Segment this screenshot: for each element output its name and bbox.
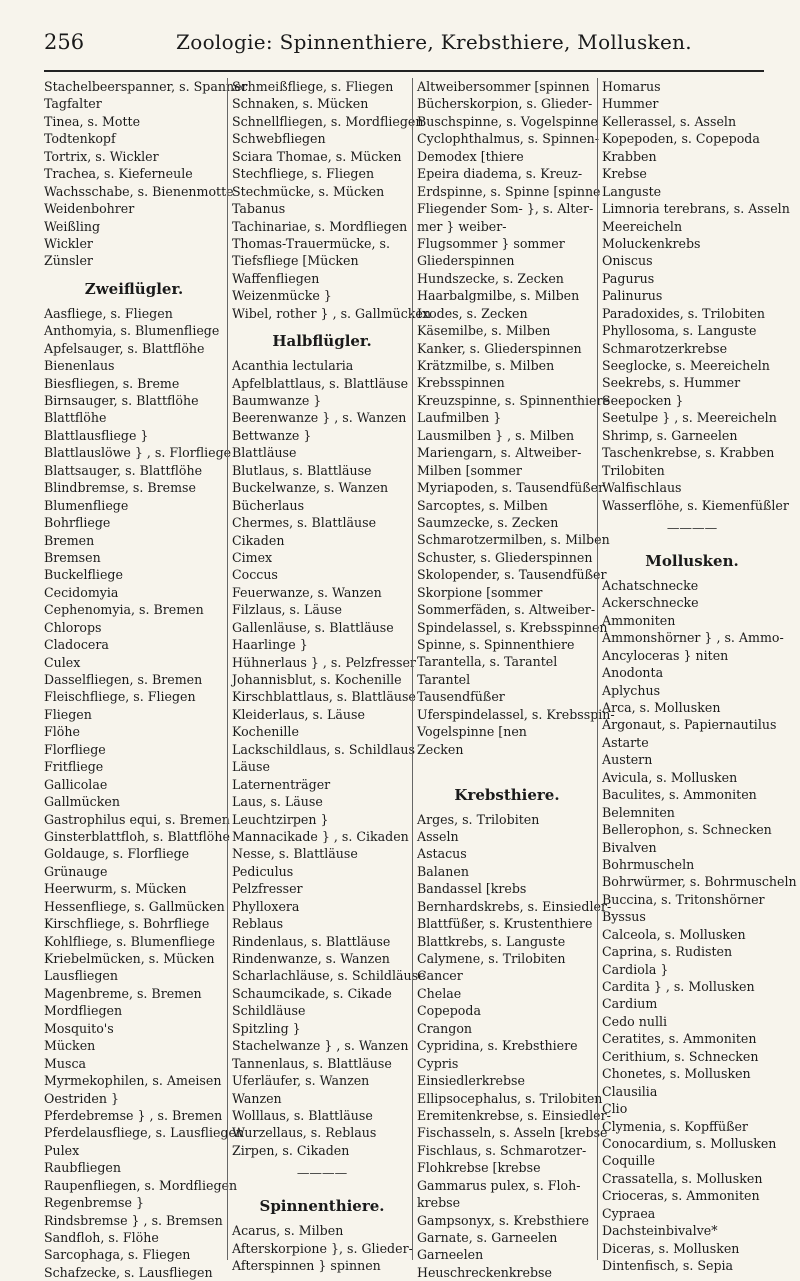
index-entry: Laternenträger	[232, 776, 331, 792]
index-entry: Einsiedlerkrebse	[417, 1073, 525, 1089]
index-entry: Saumzecke, s. Zecken	[417, 514, 559, 530]
index-entry: Cephenomyia, s. Bremen	[44, 602, 204, 618]
index-entry: Diceras, s. Mollusken	[602, 1240, 740, 1256]
index-entry: Cardiola }	[602, 961, 669, 977]
index-entry: Beerenwanze } , s. Wanzen	[232, 410, 407, 426]
index-entry: Johannisblut, s. Kochenille	[232, 672, 402, 687]
index-entry: Bienenlaus	[44, 358, 115, 374]
index-entry: Pferdelausfliege, s. Lausfliegen	[44, 1125, 245, 1141]
index-entry: Clymenia, s. Kopffüßer	[602, 1118, 748, 1134]
index-entry: Copepoda	[417, 1003, 481, 1019]
index-entry: Tabanus	[232, 201, 286, 217]
index-entry: Byssus	[602, 909, 646, 925]
page-header	[44, 30, 764, 60]
index-entry: Demodex [thiere	[417, 148, 524, 164]
index-entry: Buckelwanze, s. Wanzen	[232, 480, 389, 496]
index-entry: Wachsschabe, s. Bienenmotte	[44, 183, 234, 199]
index-entry: Bandassel [krebs	[417, 881, 527, 897]
index-entry: Apfelsauger, s. Blattflöhe	[44, 340, 205, 356]
index-entry: Aplychus	[602, 682, 661, 698]
index-entry: Acarus, s. Milben	[232, 1223, 344, 1239]
index-entry: Walfischlaus	[602, 480, 682, 496]
index-entry: Schaumcikade, s. Cikade	[232, 985, 392, 1001]
index-entry: Bohrfliege	[44, 515, 111, 531]
index-entry: Ceratites, s. Ammoniten	[602, 1031, 757, 1047]
page-number: 256	[44, 30, 85, 54]
index-entry: Magenbreme, s. Bremen	[44, 985, 202, 1001]
index-entry: Trachea, s. Kieferneule	[44, 166, 193, 182]
index-entry: Bücherskorpion, s. Glieder-	[417, 96, 593, 112]
index-entry: Blattläuse	[232, 445, 297, 461]
index-entry: Rindsbremse } , s. Bremsen	[44, 1212, 223, 1228]
index-entry: Seepocken }	[602, 392, 684, 408]
index-entry: Sciara Thomae, s. Mücken	[232, 148, 402, 164]
index-entry: Schwebfliegen	[232, 131, 326, 147]
index-entry: Gliederspinnen	[417, 253, 515, 269]
index-entry: Crassatella, s. Mollusken	[602, 1170, 763, 1186]
index-entry: Austern	[602, 752, 653, 768]
index-entry: Palinurus	[602, 288, 663, 304]
index-entry: Stachelwanze } , s. Wanzen	[232, 1038, 409, 1054]
index-entry: krebse	[417, 1195, 461, 1211]
index-entry: Clio	[602, 1101, 628, 1117]
index-entry: Zünsler	[44, 253, 93, 269]
index-entry: Afterskorpione }, s. Glieder-	[232, 1240, 413, 1256]
index-entry: Crioceras, s. Ammoniten	[602, 1188, 760, 1204]
index-entry: Nesse, s. Blattläuse	[232, 846, 358, 862]
index-entry: mer } weiber-	[417, 218, 507, 234]
index-entry: Mannacikade } , s. Cikaden	[232, 828, 409, 844]
index-entry: Chelae	[417, 985, 462, 1001]
index-entry: Tausendfüßer	[417, 689, 505, 705]
index-entry: Weißling	[44, 218, 101, 234]
index-entry: Laufmilben }	[417, 410, 502, 426]
index-entry: Cardita } , s. Mollusken	[602, 979, 755, 994]
index-entry: Calceola, s. Mollusken	[602, 926, 746, 942]
index-entry: Gampsonyx, s. Krebsthiere	[417, 1212, 589, 1228]
index-entry: Myriapoden, s. Tausendfüßer	[417, 480, 605, 496]
index-entry: Spinne, s. Spinnenthiere	[417, 637, 575, 652]
index-entry: Achatschnecke	[602, 577, 699, 593]
index-entry: Ackerschnecke	[602, 595, 699, 611]
index-entry: Raubfliegen	[44, 1160, 121, 1176]
index-column-2	[227, 78, 431, 1274]
index-entry: Cypraea	[602, 1205, 656, 1221]
index-entry: Schnellfliegen, s. Mordfliegen	[232, 113, 424, 129]
index-entry: Sommerfäden, s. Altweiber-	[417, 602, 596, 618]
index-entry: Hundszecke, s. Zecken	[417, 270, 564, 286]
index-entry: Milben [sommer	[417, 462, 522, 478]
index-entry: Clausilia	[602, 1083, 658, 1099]
index-entry: Wurzellaus, s. Reblaus	[232, 1125, 377, 1141]
index-entry: Kirschfliege, s. Bohrfliege	[44, 916, 210, 932]
index-entry: Biesfliegen, s. Breme	[44, 375, 180, 391]
section-heading: Mollusken.	[645, 551, 739, 570]
index-entry: Kirschblattlaus, s. Blattläuse	[232, 689, 416, 705]
index-entry: Eremitenkrebse, s. Einsiedler-	[417, 1107, 611, 1123]
index-entry: Anthomyia, s. Blumenfliege	[44, 323, 220, 339]
index-entry: Raupenfliegen, s. Mordfliegen	[44, 1177, 238, 1193]
section-divider: ————	[296, 1165, 348, 1181]
index-entry: Acanthia lectularia	[232, 358, 354, 374]
index-entry: Cedo nulli	[602, 1013, 668, 1029]
index-entry: Cecidomyia	[44, 584, 119, 600]
index-entry: Regenbremse }	[44, 1195, 144, 1211]
index-entry: Pelzfresser	[232, 881, 303, 897]
index-entry: Haarlinge }	[232, 637, 308, 653]
index-entry: Laus, s. Läuse	[232, 794, 323, 810]
section-heading: Krebsthiere.	[454, 785, 560, 804]
index-entry: Chonetes, s. Mollusken	[602, 1066, 751, 1082]
index-entry: Bettwanze }	[232, 427, 312, 443]
index-entry: Bremsen	[44, 549, 101, 565]
index-column-1	[44, 78, 248, 1280]
index-entry: Buccina, s. Tritonshörner	[602, 891, 765, 907]
index-entry: Blindbremse, s. Bremse	[44, 480, 196, 496]
index-entry: Kreuzspinne, s. Spinnenthiere	[417, 392, 610, 408]
index-entry: Käsemilbe, s. Milben	[417, 323, 551, 339]
index-entry: Ellipsocephalus, s. Trilobiten	[417, 1090, 603, 1106]
index-entry: Sandfloh, s. Flöhe	[44, 1230, 159, 1245]
index-entry: Homarus	[602, 79, 661, 94]
index-entry: Skolopender, s. Tausendfüßer	[417, 567, 607, 583]
index-entry: Rindenlaus, s. Blattläuse	[232, 933, 391, 949]
index-entry: Oestriden }	[44, 1090, 119, 1106]
index-entry: Stechfliege, s. Fliegen	[232, 166, 375, 182]
index-entry: Wanzen	[232, 1090, 282, 1106]
index-column-4	[597, 78, 797, 1273]
index-entry: Seeglocke, s. Meereicheln	[602, 358, 770, 373]
index-entry: Lausfliegen	[44, 968, 118, 984]
index-entry: Meereicheln	[602, 218, 683, 234]
index-entry: Phylloxera	[232, 898, 300, 914]
index-entry: Seetulpe } , s. Meereicheln	[602, 410, 777, 426]
index-entry: Bremen	[44, 532, 95, 548]
index-entry: Cancer	[417, 968, 463, 984]
index-entry: Tachinariae, s. Mordfliegen	[232, 218, 408, 234]
index-entry: Blutlaus, s. Blattläuse	[232, 462, 372, 478]
header-rule	[44, 70, 764, 72]
index-entry: Flugsommer } sommer	[417, 235, 565, 251]
index-entry: Thomas-Trauermücke, s.	[232, 235, 390, 251]
index-entry: Spindelassel, s. Krebsspinnen	[417, 619, 608, 635]
index-entry: Calymene, s. Trilobiten	[417, 951, 566, 966]
index-entry: Coquille	[602, 1153, 655, 1169]
index-entry: Caprina, s. Rudisten	[602, 944, 733, 960]
index-entry: Ammoniten	[602, 612, 676, 628]
index-entry: Garneelen	[417, 1247, 484, 1263]
index-entry: Heuschreckenkrebse	[417, 1264, 552, 1280]
section-heading: Halbflügler.	[272, 332, 372, 351]
index-entry: Pediculus	[232, 863, 294, 879]
index-entry: Buschspinne, s. Vogelspinne	[417, 113, 598, 129]
index-entry: Blattlauslöwe } , s. Florfliege	[44, 445, 232, 461]
index-entry: Gallmücken	[44, 794, 120, 810]
index-entry: Krätzmilbe, s. Milben	[417, 358, 555, 373]
index-entry: Fliegen	[44, 706, 92, 722]
index-entry: Ixodes, s. Zecken	[417, 305, 528, 321]
index-entry: Läuse	[232, 759, 270, 775]
index-entry: Blattflöhe	[44, 410, 107, 426]
index-entry: Kopepoden, s. Copepoda	[602, 131, 760, 147]
index-entry: Cladocera	[44, 637, 109, 653]
index-entry: Taschenkrebse, s. Krabben	[602, 445, 775, 461]
index-entry: Cypris	[417, 1055, 459, 1071]
index-entry: Bohrmuscheln	[602, 856, 695, 872]
index-entry: Mordfliegen	[44, 1003, 123, 1019]
index-entry: Flohkrebse [krebse	[417, 1160, 541, 1176]
index-entry: Cypridina, s. Krebsthiere	[417, 1038, 578, 1054]
index-entry: Rindenwanze, s. Wanzen	[232, 951, 390, 966]
index-entry: Epeira diadema, s. Kreuz-	[417, 166, 583, 182]
index-entry: Baumwanze }	[232, 393, 322, 408]
index-entry: Astarte	[602, 734, 649, 750]
index-entry	[417, 758, 597, 775]
index-entry: Kriebelmücken, s. Mücken	[44, 951, 215, 966]
index-entry: Bellerophon, s. Schnecken	[602, 822, 772, 838]
index-entry: Belemniten	[602, 804, 675, 820]
index-entry: Krabben	[602, 148, 657, 164]
index-entry: Asseln	[417, 828, 459, 844]
section-divider: ————	[666, 519, 718, 535]
index-entry: Kohlfliege, s. Blumenfliege	[44, 933, 215, 949]
index-entry: Hühnerlaus } , s. Pelzfresser	[232, 654, 416, 670]
index-entry: Kleiderlaus, s. Läuse	[232, 706, 365, 722]
index-entry: Apfelblattlaus, s. Blattläuse	[232, 375, 409, 391]
index-entry: Crangon	[417, 1020, 473, 1036]
index-entry: Arca, s. Mollusken	[602, 700, 721, 715]
index-entry: Tiefsfliege [Mücken	[232, 253, 359, 269]
index-entry: Zirpen, s. Cikaden	[232, 1142, 350, 1158]
index-entry: Reblaus	[232, 916, 284, 932]
index-entry: Mücken	[44, 1038, 96, 1054]
index-entry: Gastrophilus equi, s. Bremen	[44, 811, 230, 827]
index-entry: Gallicolae	[44, 776, 108, 792]
index-entry: Arges, s. Trilobiten	[417, 811, 540, 827]
index-entry: Haarbalgmilbe, s. Milben	[417, 288, 580, 304]
index-entry: Phyllosoma, s. Languste	[602, 323, 757, 339]
index-entry: Grünauge	[44, 863, 108, 879]
index-entry: Fleischfliege, s. Fliegen	[44, 689, 196, 705]
index-entry: Schnaken, s. Mücken	[232, 96, 369, 112]
index-entry: Cardium	[602, 996, 658, 1012]
index-entry: Chlorops	[44, 619, 102, 635]
index-entry: Bernhardskrebs, s. Einsiedler-	[417, 898, 612, 914]
index-entry: Waffenfliegen	[232, 270, 320, 286]
index-entry: Schuster, s. Gliederspinnen	[417, 549, 593, 565]
index-entry: Mosquito's	[44, 1020, 114, 1036]
index-entry: Ammonshörner } , s. Ammo-	[602, 630, 784, 646]
index-entry: Zecken	[417, 741, 464, 757]
index-entry: Coccus	[232, 567, 278, 583]
index-entry: Todtenkopf	[44, 131, 116, 147]
index-entry: Fischasseln, s. Asseln [krebse	[417, 1125, 608, 1141]
index-entry: Balanen	[417, 863, 469, 879]
index-entry: Seekrebs, s. Hummer	[602, 375, 741, 391]
index-entry: Musca	[44, 1055, 87, 1071]
index-entry: Kanker, s. Gliederspinnen	[417, 340, 582, 356]
index-entry: Tannenlaus, s. Blattläuse	[232, 1055, 392, 1071]
index-entry: Schmeißfliege, s. Fliegen	[232, 79, 394, 94]
index-entry: Conocardium, s. Mollusken	[602, 1135, 777, 1151]
index-entry: Birnsauger, s. Blattflöhe	[44, 393, 199, 408]
index-entry: Fischlaus, s. Schmarotzer-	[417, 1142, 587, 1158]
index-entry: Tortrix, s. Wickler	[44, 148, 159, 164]
index-entry: Astacus	[417, 846, 467, 862]
index-entry: Sarcophaga, s. Fliegen	[44, 1247, 191, 1263]
index-entry: Vogelspinne [nen	[417, 724, 527, 740]
index-entry: Wibel, rother } , s. Gallmücken	[232, 305, 431, 321]
index-entry: Feuerwanze, s. Wanzen	[232, 584, 382, 600]
index-entry: Argonaut, s. Papiernautilus	[602, 717, 777, 733]
index-entry: Stechmücke, s. Mücken	[232, 183, 385, 199]
index-entry: Stachelbeerspanner, s. Spanner	[44, 79, 248, 94]
index-entry: Fliegender Som- }, s. Alter-	[417, 201, 594, 217]
index-entry: Florfliege	[44, 741, 106, 757]
index-entry: Moluckenkrebs	[602, 235, 701, 251]
index-entry: Pagurus	[602, 270, 655, 286]
index-entry: Blattkrebs, s. Languste	[417, 933, 566, 949]
index-entry: Tagfalter	[44, 96, 102, 112]
section-heading: Spinnenthiere.	[259, 1197, 385, 1216]
index-columns	[44, 78, 797, 1280]
index-entry: Paradoxides, s. Trilobiten	[602, 305, 765, 321]
index-entry: Fritfliege	[44, 759, 104, 775]
index-entry: Languste	[602, 183, 662, 199]
index-entry: Ancyloceras } niten	[602, 647, 729, 663]
index-entry: Mariengarn, s. Altweiber-	[417, 445, 582, 461]
index-entry: Weidenbohrer	[44, 201, 135, 217]
index-entry: Scharlachläuse, s. Schildläuse	[232, 968, 426, 984]
index-entry: Blattsauger, s. Blattflöhe	[44, 462, 203, 478]
index-entry: Schmarotzerkrebse	[602, 340, 728, 356]
index-entry: Myrmekophilen, s. Ameisen	[44, 1073, 222, 1089]
index-entry: Culex	[44, 654, 81, 670]
index-entry: Dintenfisch, s. Sepia	[602, 1258, 734, 1273]
index-entry: Blattlausfliege }	[44, 427, 149, 443]
index-entry: Cikaden	[232, 532, 285, 548]
index-entry: Kellerassel, s. Asseln	[602, 113, 737, 129]
index-entry: Aasfliege, s. Fliegen	[44, 305, 173, 321]
index-entry: Gammarus pulex, s. Floh-	[417, 1177, 581, 1193]
index-entry: Pulex	[44, 1142, 80, 1158]
index-entry: Cerithium, s. Schnecken	[602, 1048, 759, 1064]
index-entry: Uferläufer, s. Wanzen	[232, 1073, 370, 1089]
index-entry: Uferspindelassel, s. Krebsspin-	[417, 706, 615, 722]
index-entry: Wolllaus, s. Blattläuse	[232, 1107, 373, 1123]
index-entry: Krebse	[602, 166, 647, 182]
index-entry: Erdspinne, s. Spinne [spinne	[417, 183, 601, 199]
index-entry: Gallenläuse, s. Blattläuse	[232, 619, 394, 635]
index-entry: Wickler	[44, 235, 93, 251]
index-entry: Bücherlaus	[232, 497, 305, 513]
index-entry: Sarcoptes, s. Milben	[417, 497, 548, 513]
index-entry: Flöhe	[44, 724, 80, 740]
index-entry: Weizenmücke }	[232, 288, 332, 304]
index-entry: Bivalven	[602, 839, 657, 855]
index-entry: Kochenille	[232, 724, 299, 740]
index-entry: Lausmilben } , s. Milben	[417, 427, 575, 443]
index-entry: Blattfüßer, s. Krustenthiere	[417, 916, 593, 932]
index-entry: Oniscus	[602, 253, 653, 269]
index-entry: Tinea, s. Motte	[44, 113, 141, 129]
index-entry: Bohrwürmer, s. Bohrmuscheln	[602, 874, 797, 890]
index-entry: Dasselfliegen, s. Bremen	[44, 672, 203, 687]
index-entry: Baculites, s. Ammoniten	[602, 787, 757, 803]
index-entry: Krebsspinnen	[417, 375, 505, 391]
index-entry: Wasserflöhe, s. Kiemenfüßler	[602, 497, 789, 513]
index-entry: Trilobiten	[602, 462, 665, 478]
index-entry: Lackschildlaus, s. Schildlaus	[232, 741, 415, 757]
index-entry: Cyclophthalmus, s. Spinnen-	[417, 131, 600, 147]
index-entry: Anodonta	[602, 665, 664, 681]
index-entry: Heerwurm, s. Mücken	[44, 881, 187, 897]
index-entry: Leuchtzirpen }	[232, 811, 329, 827]
index-entry: Afterspinnen } spinnen	[232, 1258, 381, 1274]
index-entry: Blumenfliege	[44, 497, 129, 513]
index-entry: Tarantella, s. Tarantel	[417, 654, 558, 670]
index-entry: Hummer	[602, 96, 659, 112]
index-entry: Goldauge, s. Florfliege	[44, 846, 190, 862]
index-entry: Schafzecke, s. Lausfliegen	[44, 1264, 213, 1280]
page-title: Zoologie: Spinnenthiere, Krebsthiere, Mollusken.	[176, 30, 692, 54]
index-entry: Shrimp, s. Garneelen	[602, 427, 738, 443]
index-entry: Filzlaus, s. Läuse	[232, 602, 342, 618]
index-entry: Hessenfliege, s. Gallmücken	[44, 898, 225, 914]
index-entry: Altweibersommer [spinnen	[417, 79, 590, 94]
index-entry: Pferdebremse } , s. Bremen	[44, 1107, 223, 1123]
index-entry: Tarantel	[417, 671, 471, 687]
index-entry: Avicula, s. Mollusken	[602, 769, 738, 785]
index-entry: Schmarotzermilben, s. Milben	[417, 532, 610, 548]
index-entry: Garnate, s. Garneelen	[417, 1230, 558, 1245]
index-entry: Spitzling }	[232, 1020, 301, 1036]
index-entry: Buckelfliege	[44, 567, 123, 583]
index-entry: Schildläuse	[232, 1003, 306, 1019]
index-entry: Limnoria terebrans, s. Asseln	[602, 201, 790, 217]
index-entry: Ginsterblattfloh, s. Blattflöhe	[44, 828, 230, 844]
index-entry: Chermes, s. Blattläuse	[232, 515, 377, 531]
index-entry: Skorpione [sommer	[417, 584, 543, 600]
section-heading: Zweiflügler.	[84, 279, 184, 298]
index-entry: Cimex	[232, 549, 273, 565]
index-entry: Dachsteinbivalve*	[602, 1223, 718, 1239]
